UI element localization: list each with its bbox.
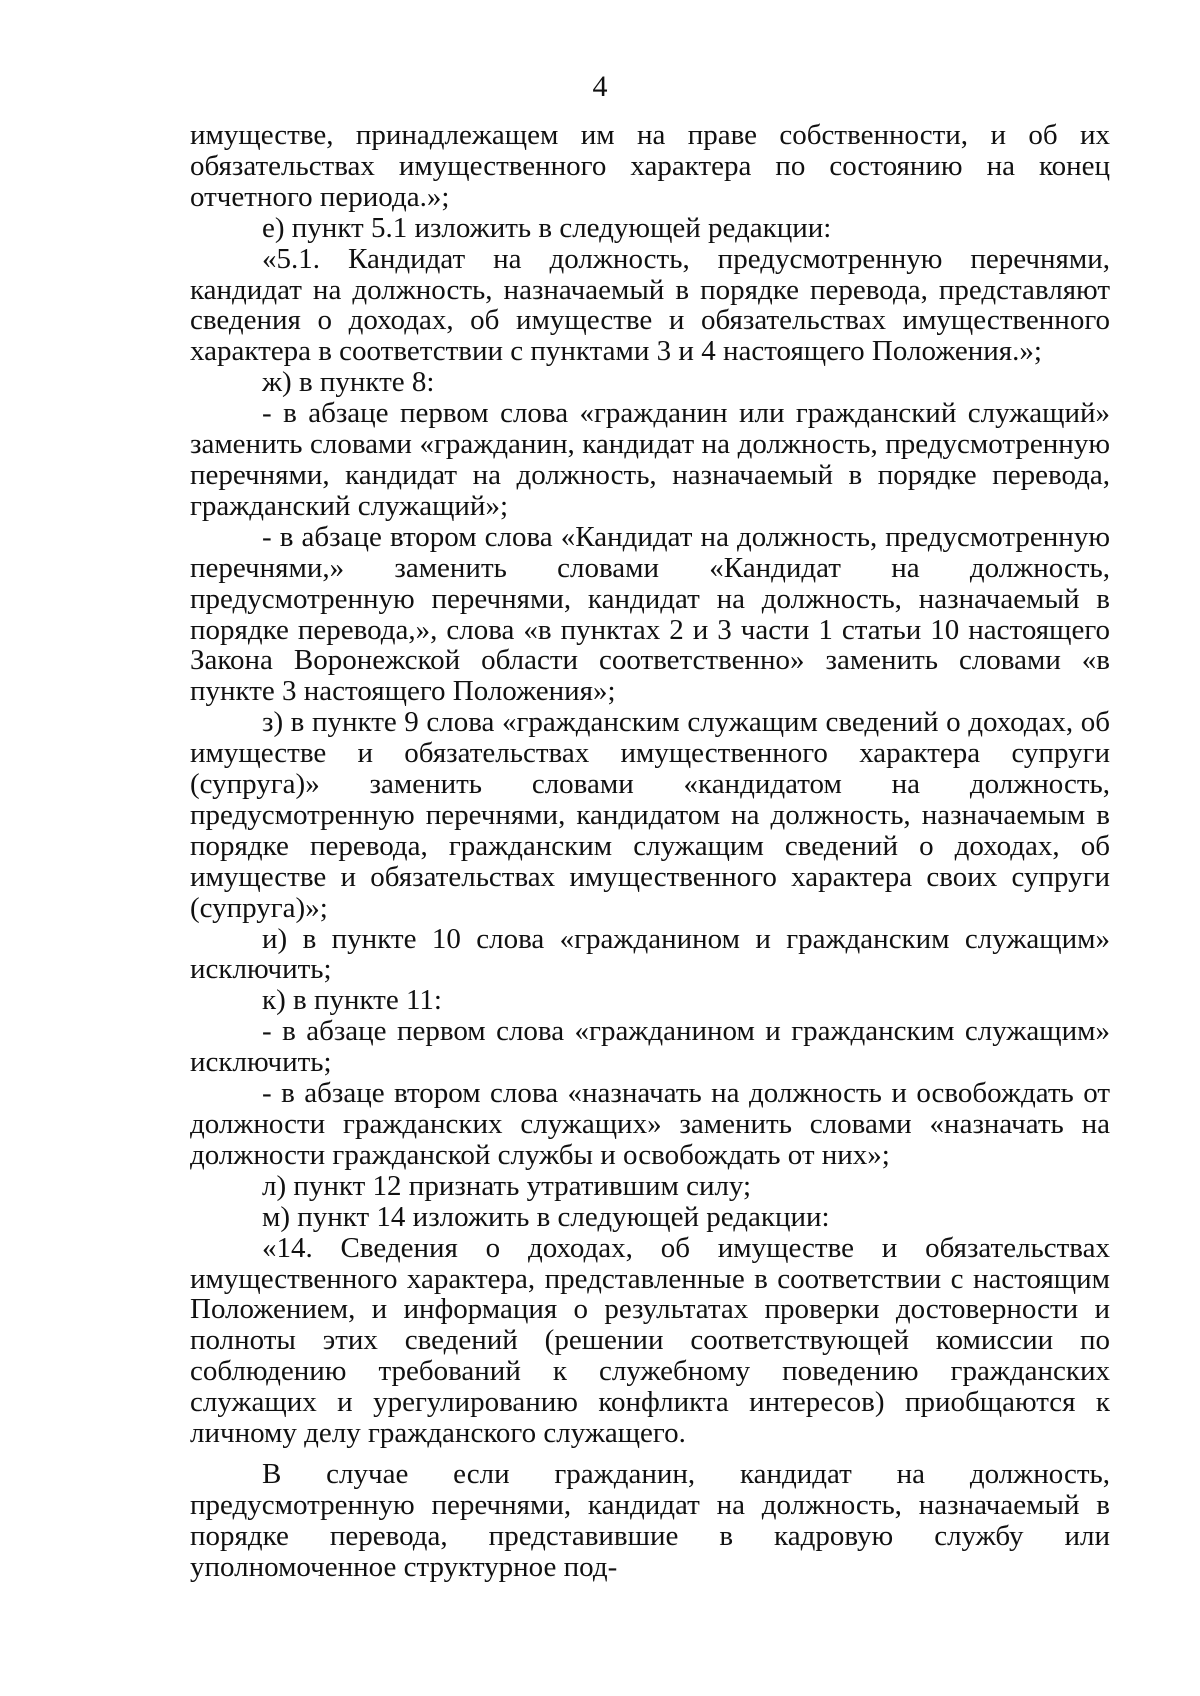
paragraph: В случае если гражданин, кандидат на должность, предусмотренную перечнями, кандидат на должность, назначаемый в порядке перевода, представившие в кадровую службу или уполномоченное структурное под- [190,1457,1110,1583]
paragraph: «5.1. Кандидат на должность, предусмотренную перечнями, кандидат на должность, назначаемый в порядке перевода, представляют сведения о доходах, об имуществе и обязательствах имущественного характера в соответствии с пунктами 3 и 4 настоящего Положения.»; [190,242,1110,368]
paragraph: - в абзаце первом слова «гражданином и гражданским служащим» исключить; [190,1015,1110,1079]
paragraph: ж) в пункте 8: [262,366,435,399]
paragraph: е) пункт 5.1 изложить в следующей редакции: [262,211,832,244]
paragraph: и) в пункте 10 слова «гражданином и гражданским служащим» исключить; [190,922,1110,986]
paragraph: «14. Сведения о доходах, об имуществе и обязательствах имущественного характера, представленные в соответствии с настоящим Положением, и информация о результатах проверки достоверности и полноты этих сведений (решении соответствующей комиссии по соблюдению требований к служебному поведению гражданских служащих и урегулированию конфликта интересов) приобщаются к личному делу гражданского служащего. [190,1231,1110,1450]
paragraph: имуществе, принадлежащем им на праве собственности, и об их обязательствах имущественного характера по состоянию на конец отчетного периода.»; [190,119,1110,213]
paragraph: к) в пункте 11: [262,984,442,1017]
page-number: 4 [592,70,608,103]
paragraph: з) в пункте 9 слова «гражданским служащим сведений о доходах, об имуществе и обязательствах имущественного характера супруги (супруга)» заменить словами «кандидатом на должность, предусмотренную перечнями, кандидатом на должность, назначаемым в порядке перевода, гражданским служащим сведений о доходах, об имуществе и обязательствах имущественного характера своих супруги (супруга)»; [190,706,1110,924]
document-body [190,120,1110,1583]
paragraph: - в абзаце втором слова «Кандидат на должность, предусмотренную перечнями,» заменить словами «Кандидат на должность, предусмотренную перечнями, кандидат на должность, назначаемый в порядке перевода,», слова «в пунктах 2 и 3 части 1 статьи 10 настоящего Закона Воронежской области соответственно» заменить словами «в пункте 3 настоящего Положения»; [190,520,1110,708]
paragraph: - в абзаце первом слова «гражданин или гражданский служащий» заменить словами «гражданин, кандидат на должность, предусмотренную перечнями, кандидат на должность, назначаемый в порядке перевода, гражданский служащий»; [190,397,1110,522]
paragraph: - в абзаце втором слова «назначать на должность и освобождать от должности гражданских служащих» заменить словами «назначать на должности гражданской службы и освобождать от них»; [190,1077,1110,1171]
paragraph: м) пункт 14 изложить в следующей редакции: [262,1200,830,1233]
paragraph: л) пункт 12 признать утратившим силу; [262,1169,752,1202]
